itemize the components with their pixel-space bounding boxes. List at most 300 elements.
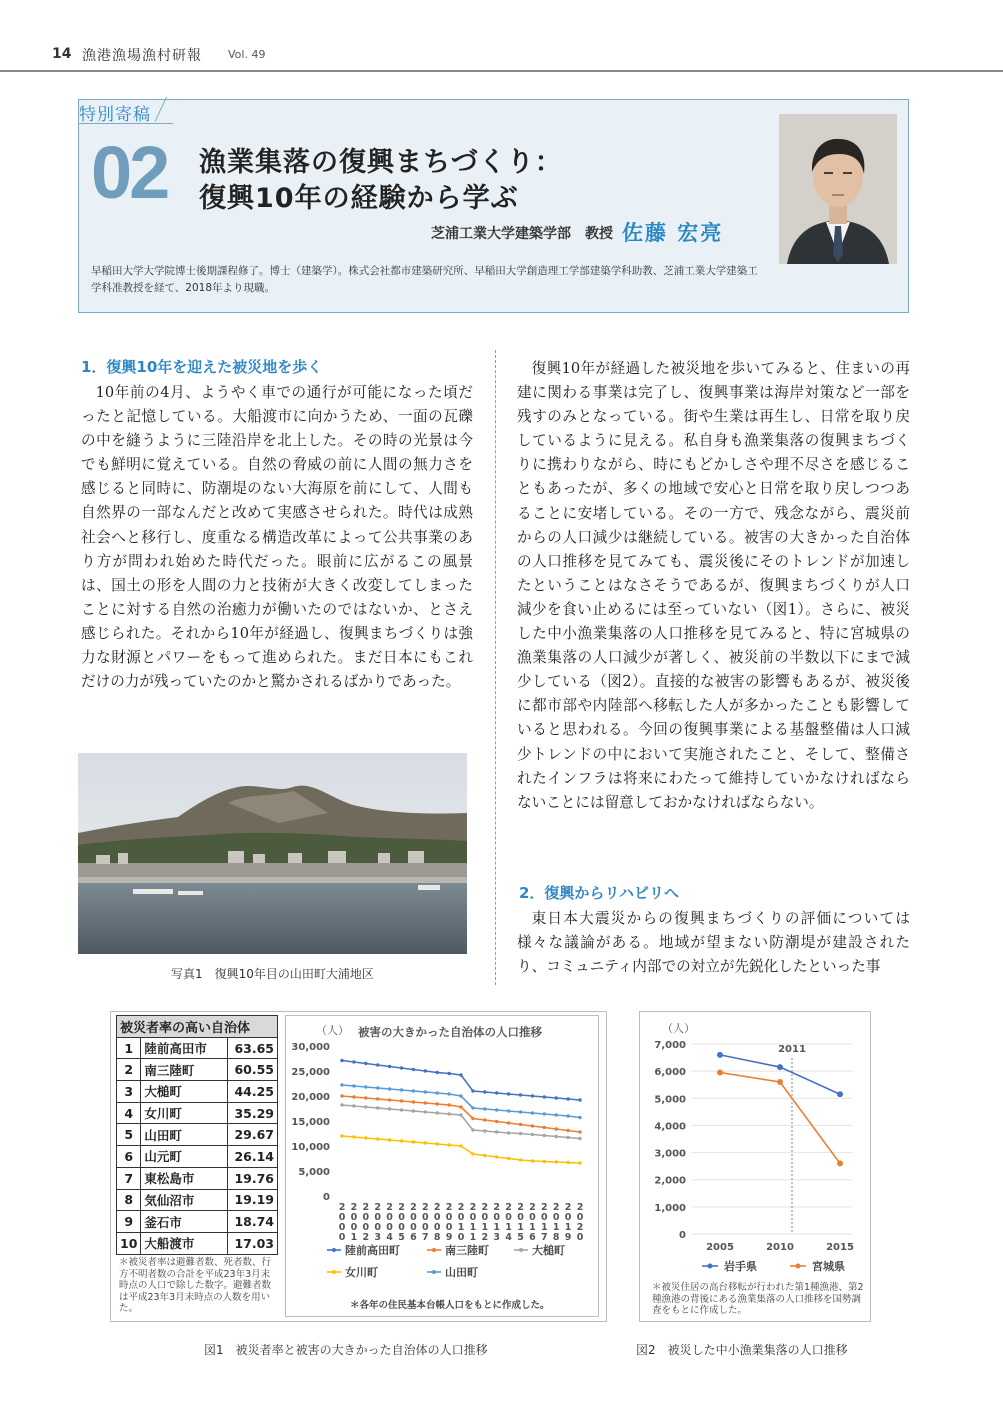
chart1-x-tick-char: 0 <box>374 1212 382 1223</box>
chart1-x-tick <box>553 1202 560 1243</box>
ranking-row <box>117 1146 278 1168</box>
chart1-x-tick-char: 2 <box>517 1202 524 1213</box>
chart1-x-tick-char: 2 <box>481 1232 489 1243</box>
chart1-title: 被害の大きかった自治体の人口推移 <box>358 1025 542 1039</box>
chart1-x-tick-char: 2 <box>493 1202 501 1213</box>
chart1-point <box>471 1128 474 1131</box>
chart1-legend-label: 山田町 <box>445 1266 478 1279</box>
chart1-y-unit: （人） <box>316 1024 349 1037</box>
chart1-point <box>531 1124 534 1127</box>
chart1-point <box>578 1161 581 1164</box>
figure2-note: ＊被災住居の高台移転が行われた第1種漁港、第2種漁港の背後にある漁業集落の人口推移を国勢調査をもとに作成した。 <box>652 1282 864 1317</box>
chart1-point <box>364 1062 367 1065</box>
chart1-x-tick-char: 2 <box>576 1222 584 1233</box>
article-title-box <box>78 99 909 313</box>
article-number: 02 <box>91 131 168 214</box>
chart1-point <box>352 1095 355 1098</box>
chart1-x-tick <box>351 1202 358 1243</box>
section1-body <box>81 381 473 694</box>
ranking-row <box>117 1211 278 1233</box>
chart1-x-tick <box>422 1202 429 1243</box>
chart1-x-tick-char: 2 <box>540 1202 548 1213</box>
chart1-point <box>459 1094 462 1097</box>
chart1-point <box>388 1098 391 1101</box>
chart1-x-tick-char: 2 <box>362 1202 370 1213</box>
chart1-legend-marker <box>432 1248 436 1252</box>
page-number: 14 <box>52 46 72 62</box>
chart1-point <box>483 1118 486 1121</box>
chart1-x-tick-char: 0 <box>386 1212 393 1223</box>
chart1-point <box>376 1086 379 1089</box>
chart1-point <box>352 1084 355 1087</box>
chart1-x-tick-char: 0 <box>350 1212 358 1223</box>
chart1-x-tick-char: 1 <box>469 1222 477 1233</box>
section2-paragraph: 東日本大震災からの復興まちづくりの評価については様々な議論がある。地域が望まない防潮堤が建設されたり、コミュニティ内部での対立が先鋭化したといった事 <box>517 910 910 976</box>
chart1-point <box>376 1106 379 1109</box>
chart1-x-tick-char: 2 <box>398 1202 405 1213</box>
chart1-point <box>459 1105 462 1108</box>
chart2-y-unit: （人） <box>662 1022 695 1035</box>
chart1-x-tick-char: 0 <box>445 1222 453 1233</box>
victim-rate: 26.14 <box>228 1146 278 1168</box>
chart1-point <box>400 1139 403 1142</box>
rank-number: 3 <box>117 1081 141 1103</box>
chart1-x-tick-char: 5 <box>398 1232 405 1243</box>
chart1-point <box>424 1090 427 1093</box>
rank-number: 2 <box>117 1059 141 1081</box>
chart1-point <box>459 1073 462 1076</box>
victim-rate: 60.55 <box>228 1059 278 1081</box>
chart1-point <box>447 1112 450 1115</box>
chart2-series-line <box>720 1055 840 1094</box>
chart1-y-tick: 10,000 <box>291 1142 330 1153</box>
chart1-point <box>340 1083 343 1086</box>
chart1-x-tick-char: 4 <box>386 1232 393 1243</box>
author-affiliation: 芝浦工業大学建築学部 教授 <box>431 226 613 242</box>
chart1-legend-label: 陸前高田町 <box>345 1244 400 1257</box>
chart1-x-tick-char: 8 <box>552 1232 560 1243</box>
chart2-y-tick: 1,000 <box>654 1202 686 1214</box>
page-header <box>0 40 1003 74</box>
chart1-point <box>507 1109 510 1112</box>
chart1-x-tick <box>541 1202 548 1243</box>
chart1-point <box>436 1071 439 1074</box>
chart2-y-tick: 2,000 <box>654 1175 686 1187</box>
chart1-point <box>400 1088 403 1091</box>
rank-number: 8 <box>117 1189 141 1211</box>
chart2-point <box>837 1091 843 1097</box>
municipality-name: 女川町 <box>141 1102 228 1124</box>
chart1-x-tick-char: 0 <box>469 1212 477 1223</box>
chart1-point <box>400 1108 403 1111</box>
victim-rate: 19.19 <box>228 1189 278 1211</box>
population-chart-1 <box>285 1015 599 1317</box>
ranking-table-note: ＊被災者率は避難者数、死者数、行方不明者数の合計を平成23年3月末時点の人口で除した数字。避難者数は平成23年3月末時点の人数を用いた。 <box>119 1257 272 1315</box>
rank-number: 6 <box>117 1146 141 1168</box>
chart1-x-tick-char: 1 <box>505 1222 512 1233</box>
chart1-point <box>483 1154 486 1157</box>
chart2-point <box>717 1070 723 1076</box>
chart1-x-tick <box>529 1202 536 1243</box>
photo-caption: 写真1 復興10年目の山田町大浦地区 <box>171 967 374 981</box>
chart1-x-tick-char: 0 <box>564 1212 572 1223</box>
chart1-point <box>578 1116 581 1119</box>
chart1-y-tick: 15,000 <box>291 1117 330 1128</box>
section1-paragraph: 10年前の4月、ようやく車での通行が可能になった頃だったと記憶している。大船渡市に向かうため、一面の瓦礫の中を縫うように三陸沿岸を北上した。その時の光景は今でも鮮明に覚えている。自然の脅威の前に人間の無力さを感じると同時に、防潮堤のない大海原を前にして、人間も自然界の一部なんだと改めて実感させられた。時代は成熟社会へと移行し、度重なる構造改革によって公共事業のあり方が問われ始めた時代だった。眼前に広がるこの風景は、国土の形を人間の力と技術が大きく改変してしまったことに対する自然の治癒力が働いたのではないか、とさえ感じられた。それから10年が経過し、復興まちづくりは強力な財源とパワーをもって進められた。まだ日本にもこれだけの力が残っていたのかと驚かされるばかりであった。 <box>81 384 473 691</box>
chart1-x-tick-char: 1 <box>517 1222 524 1233</box>
chart1-point <box>483 1129 486 1132</box>
chart1-point <box>424 1141 427 1144</box>
article-title-line2: 復興10年の経験から学ぶ <box>199 183 519 214</box>
chart2-legend-marker <box>708 1264 713 1269</box>
chart1-point <box>447 1072 450 1075</box>
chart1-x-tick-char: 1 <box>564 1222 572 1233</box>
journal-title: 漁港漁場漁村研報 <box>82 48 202 64</box>
chart1-x-tick-char: 0 <box>338 1222 346 1233</box>
chart1-x-tick-char: 0 <box>517 1212 524 1223</box>
chart1-x-tick-char: 2 <box>481 1202 489 1213</box>
chart1-x-tick-char: 0 <box>505 1212 512 1223</box>
chart1-x-tick-char: 0 <box>457 1232 465 1243</box>
chart1-x-tick-char: 0 <box>338 1232 346 1243</box>
ranking-row <box>117 1124 278 1146</box>
chart2-y-tick: 6,000 <box>654 1067 686 1079</box>
chart1-point <box>447 1143 450 1146</box>
chart1-point <box>424 1069 427 1072</box>
chart1-x-tick <box>481 1202 488 1243</box>
chart1-point <box>543 1095 546 1098</box>
chart1-x-tick-char: 2 <box>338 1202 346 1213</box>
chart1-point <box>555 1160 558 1163</box>
victim-rate: 35.29 <box>228 1102 278 1124</box>
chart1-legend-label: 女川町 <box>345 1266 378 1279</box>
chart1-x-tick-char: 4 <box>505 1232 512 1243</box>
chart1-point <box>352 1060 355 1063</box>
chart1-point <box>424 1110 427 1113</box>
column-divider <box>495 350 496 985</box>
ranking-row <box>117 1232 278 1254</box>
chart1-x-tick-char: 2 <box>529 1202 536 1213</box>
chart1-point <box>555 1127 558 1130</box>
chart1-x-tick <box>446 1202 453 1243</box>
victim-rate: 29.67 <box>228 1124 278 1146</box>
chart1-x-tick <box>410 1202 417 1243</box>
chart1-point <box>459 1113 462 1116</box>
chart1-point <box>531 1159 534 1162</box>
chart1-point <box>566 1097 569 1100</box>
chart1-x-tick-char: 5 <box>517 1232 524 1243</box>
chart1-point <box>364 1096 367 1099</box>
section2-body <box>517 907 910 979</box>
chart1-x-tick-char: 0 <box>386 1222 393 1233</box>
chart1-x-tick-char: 6 <box>529 1232 536 1243</box>
chart1-point <box>340 1059 343 1062</box>
chart1-point <box>436 1142 439 1145</box>
chart1-x-tick-char: 2 <box>421 1202 429 1213</box>
ranking-row <box>117 1102 278 1124</box>
ranking-row <box>117 1167 278 1189</box>
municipality-name: 山田町 <box>141 1124 228 1146</box>
chart1-point <box>543 1160 546 1163</box>
chart1-point <box>507 1092 510 1095</box>
chart1-point <box>531 1133 534 1136</box>
chart1-point <box>376 1063 379 1066</box>
municipality-name: 南三陸町 <box>141 1059 228 1081</box>
chart1-x-tick-char: 0 <box>398 1212 405 1223</box>
victim-rate: 19.76 <box>228 1167 278 1189</box>
chart1-point <box>364 1105 367 1108</box>
chart1-point <box>543 1134 546 1137</box>
chart1-point <box>447 1092 450 1095</box>
figure1 <box>110 1011 607 1322</box>
victim-rate: 44.25 <box>228 1081 278 1103</box>
municipality-name: 陸前高田市 <box>141 1037 228 1059</box>
chart2-annotation: 2011 <box>778 1044 806 1055</box>
figure1-caption: 図1 被災者率と被害の大きかった自治体の人口推移 <box>204 1343 488 1357</box>
ranking-row <box>117 1037 278 1059</box>
ranking-table <box>116 1015 278 1255</box>
chart1-point <box>555 1096 558 1099</box>
chart1-point <box>364 1085 367 1088</box>
chart1-point <box>471 1106 474 1109</box>
chart1-point <box>507 1121 510 1124</box>
chart1-x-tick-char: 0 <box>540 1212 548 1223</box>
chart1-point <box>412 1109 415 1112</box>
chart1-x-tick-char: 0 <box>457 1212 465 1223</box>
chart1-point <box>471 1152 474 1155</box>
rank-number: 5 <box>117 1124 141 1146</box>
chart1-x-tick-char: 0 <box>576 1232 584 1243</box>
chart1-point <box>519 1110 522 1113</box>
chart1-x-tick <box>577 1202 584 1243</box>
chart1-x-tick-char: 1 <box>350 1232 358 1243</box>
municipality-name: 大槌町 <box>141 1081 228 1103</box>
chart1-x-tick-char: 2 <box>374 1202 382 1213</box>
chart1-x-tick <box>493 1202 500 1243</box>
chart1-x-tick-char: 0 <box>433 1212 441 1223</box>
chart2-y-tick: 4,000 <box>654 1121 686 1133</box>
chart1-note: ＊各年の住民基本台帳人口をもとに作成した。 <box>350 1300 550 1311</box>
chart1-legend-marker <box>432 1270 436 1274</box>
chart1-point <box>436 1111 439 1114</box>
chart2-x-tick: 2010 <box>766 1242 794 1253</box>
chart1-x-tick-char: 0 <box>576 1212 584 1223</box>
chart1-x-tick <box>374 1202 381 1243</box>
photo-yamada-oura <box>78 753 467 954</box>
chart1-legend-marker <box>332 1248 336 1252</box>
chart1-x-tick <box>386 1202 393 1243</box>
chart1-point <box>495 1155 498 1158</box>
chart1-point <box>495 1091 498 1094</box>
ranking-row <box>117 1189 278 1211</box>
chart1-x-tick-char: 2 <box>386 1202 393 1213</box>
chart1-point <box>578 1137 581 1140</box>
chart1-point <box>340 1134 343 1137</box>
volume-label: Vol. 49 <box>228 48 266 61</box>
chart1-point <box>495 1108 498 1111</box>
chart1-x-tick-char: 0 <box>421 1222 429 1233</box>
ranking-row <box>117 1059 278 1081</box>
chart1-point <box>578 1098 581 1101</box>
figure2 <box>639 1011 871 1322</box>
municipality-name: 気仙沼市 <box>141 1189 228 1211</box>
chart1-x-tick-char: 2 <box>410 1202 417 1213</box>
chart1-x-tick <box>505 1202 512 1243</box>
section1-heading: 1．復興10年を迎えた被災地を歩く <box>81 358 323 376</box>
chart1-x-tick <box>339 1202 346 1243</box>
chart1-point <box>543 1126 546 1129</box>
chart1-x-tick-char: 0 <box>410 1212 417 1223</box>
chart1-x-tick-char: 0 <box>493 1212 501 1223</box>
column2-paragraph: 復興10年が経過した被災地を歩いてみると、住まいの再建に関わる事業は完了し、復興事業は海岸対策など一部を残すのみとなっている。街や生業は再生し、日常を取り戻しているように見える。私自身も漁業集落の復興まちづくりに携わりながら、時にもどかしさや理不尽さを感じることもあったが、多くの地域で安心と日常を取り戻しつつあることに安堵している。その一方で、残念ながら、震災前からの人口減少は継続している。被害の大きかった自治体の人口推移を見てみても、震災後にそのトレンドが加速したということはなさそうであるが、復興まちづくりが人口減少を食い止めるには至っていない（図1）。さらに、被災した中小漁業集落の人口推移を見てみると、特に宮城県の漁業集落の人口減少が著しく、被災前の半数以下にまで減少している（図2）。直接的な被害の影響もあるが、被災後に都市部や内陸部へ移転した人が多かったことも影響していると思われる。今回の復興事業による基盤整備は人口減少トレンドの中において実施されたこと、そして、整備されたインフラは将来にわたって維持していかなければならないことには留意しておかなければならない。 <box>517 360 910 811</box>
chart1-x-tick-char: 0 <box>481 1212 489 1223</box>
chart1-point <box>424 1101 427 1104</box>
chart1-point <box>436 1091 439 1094</box>
chart1-point <box>483 1090 486 1093</box>
chart1-y-tick: 5,000 <box>298 1167 330 1178</box>
chart1-x-tick-char: 0 <box>362 1212 370 1223</box>
chart1-x-tick <box>398 1202 405 1243</box>
chart1-point <box>400 1099 403 1102</box>
chart1-x-tick-char: 1 <box>469 1232 477 1243</box>
municipality-name: 東松島市 <box>141 1167 228 1189</box>
author-bio: 早稲田大学大学院博士後期課程修了。博士（建築学）。株式会社都市建築研究所、早稲田大学創造理工学部建築学科助教、芝浦工業大学建築工学科准教授を経て、2018年より現職。 <box>91 265 758 294</box>
ranking-row <box>117 1081 278 1103</box>
chart1-x-tick-char: 3 <box>374 1232 382 1243</box>
chart1-point <box>519 1123 522 1126</box>
chart1-point <box>566 1161 569 1164</box>
chart1-x-tick-char: 2 <box>433 1202 441 1213</box>
chart1-x-tick-char: 1 <box>552 1222 560 1233</box>
chart2-y-tick: 5,000 <box>654 1094 686 1106</box>
chart1-point <box>388 1138 391 1141</box>
chart1-x-tick-char: 6 <box>410 1232 417 1243</box>
chart1-x-tick-char: 0 <box>338 1212 346 1223</box>
chart1-x-tick-char: 0 <box>410 1222 417 1233</box>
chart1-x-tick-char: 0 <box>552 1212 560 1223</box>
author-name: 佐藤 宏亮 <box>622 221 724 245</box>
rank-number: 1 <box>117 1037 141 1059</box>
rank-number: 7 <box>117 1167 141 1189</box>
chart1-point <box>459 1144 462 1147</box>
chart1-point <box>555 1113 558 1116</box>
chart1-point <box>519 1158 522 1161</box>
chart1-point <box>566 1114 569 1117</box>
chart2-y-tick: 3,000 <box>654 1148 686 1160</box>
chart1-point <box>340 1094 343 1097</box>
chart1-x-tick-char: 2 <box>457 1202 465 1213</box>
chart1-point <box>388 1065 391 1068</box>
chart1-y-tick: 30,000 <box>291 1042 330 1053</box>
chart1-point <box>376 1137 379 1140</box>
chart1-x-tick-char: 0 <box>529 1212 536 1223</box>
chart2-point <box>777 1079 783 1085</box>
author-portrait <box>779 114 897 264</box>
municipality-name: 山元町 <box>141 1146 228 1168</box>
chart1-x-tick-char: 0 <box>362 1222 370 1233</box>
chart1-x-tick-char: 1 <box>540 1222 548 1233</box>
chart2-point <box>777 1064 783 1070</box>
chart1-point <box>471 1089 474 1092</box>
chart1-x-tick <box>434 1202 441 1243</box>
chart1-point <box>543 1112 546 1115</box>
chart1-point <box>507 1131 510 1134</box>
chart1-x-tick <box>470 1202 477 1243</box>
chart1-y-tick: 0 <box>323 1192 330 1203</box>
chart1-x-tick <box>517 1202 524 1243</box>
column2-body <box>517 357 910 815</box>
chart1-legend-label: 南三陸町 <box>445 1244 489 1257</box>
chart1-point <box>352 1135 355 1138</box>
header-rule <box>0 70 1003 72</box>
chart1-x-tick-char: 3 <box>493 1232 501 1243</box>
tag-bar <box>78 99 173 124</box>
chart1-legend-marker <box>519 1248 523 1252</box>
chart1-point <box>483 1107 486 1110</box>
chart1-x-tick-char: 2 <box>552 1202 560 1213</box>
chart1-x-tick-char: 1 <box>457 1222 465 1233</box>
chart1-x-tick-char: 2 <box>469 1202 477 1213</box>
chart1-x-tick-char: 0 <box>445 1212 453 1223</box>
chart1-x-tick-char: 1 <box>493 1222 501 1233</box>
chart1-x-tick-char: 2 <box>505 1202 512 1213</box>
chart1-point <box>507 1157 510 1160</box>
chart1-point <box>519 1132 522 1135</box>
chart1-point <box>555 1135 558 1138</box>
chart1-x-tick <box>565 1202 572 1243</box>
chart1-point <box>471 1117 474 1120</box>
chart1-x-tick-char: 2 <box>350 1202 358 1213</box>
victim-rate: 17.03 <box>228 1232 278 1254</box>
chart1-x-tick-char: 7 <box>540 1232 548 1243</box>
tag-slant-divider <box>155 97 167 122</box>
chart1-point <box>578 1130 581 1133</box>
chart1-x-tick-char: 1 <box>481 1222 489 1233</box>
chart1-legend-marker <box>332 1270 336 1274</box>
chart1-x-tick-char: 9 <box>445 1232 453 1243</box>
chart2-point <box>717 1052 723 1058</box>
chart1-point <box>531 1094 534 1097</box>
chart1-y-tick: 25,000 <box>291 1067 330 1078</box>
chart1-point <box>412 1140 415 1143</box>
rank-number: 9 <box>117 1211 141 1233</box>
chart1-point <box>412 1068 415 1071</box>
chart1-point <box>495 1130 498 1133</box>
rank-number: 10 <box>117 1232 141 1254</box>
chart1-point <box>388 1087 391 1090</box>
chart2-y-tick: 0 <box>679 1230 686 1241</box>
chart1-point <box>388 1107 391 1110</box>
chart1-point <box>412 1100 415 1103</box>
rank-number: 4 <box>117 1102 141 1124</box>
chart1-x-tick <box>362 1202 369 1243</box>
chart1-point <box>352 1104 355 1107</box>
article-tag: 特別寄稿 <box>79 105 151 125</box>
chart2-legend-marker <box>796 1264 801 1269</box>
article-title-line1: 漁業集落の復興まちづくり： <box>199 147 563 178</box>
chart1-x-tick-char: 0 <box>374 1222 382 1233</box>
municipality-name: 釜石市 <box>141 1211 228 1233</box>
victim-rate: 18.74 <box>228 1211 278 1233</box>
chart1-point <box>566 1129 569 1132</box>
chart1-x-tick-char: 1 <box>529 1222 536 1233</box>
chart1-x-tick-char: 8 <box>433 1232 441 1243</box>
chart1-point <box>436 1102 439 1105</box>
chart1-point <box>495 1120 498 1123</box>
chart2-x-tick: 2005 <box>706 1242 734 1253</box>
chart1-x-tick-char: 0 <box>433 1222 441 1233</box>
chart1-point <box>412 1089 415 1092</box>
